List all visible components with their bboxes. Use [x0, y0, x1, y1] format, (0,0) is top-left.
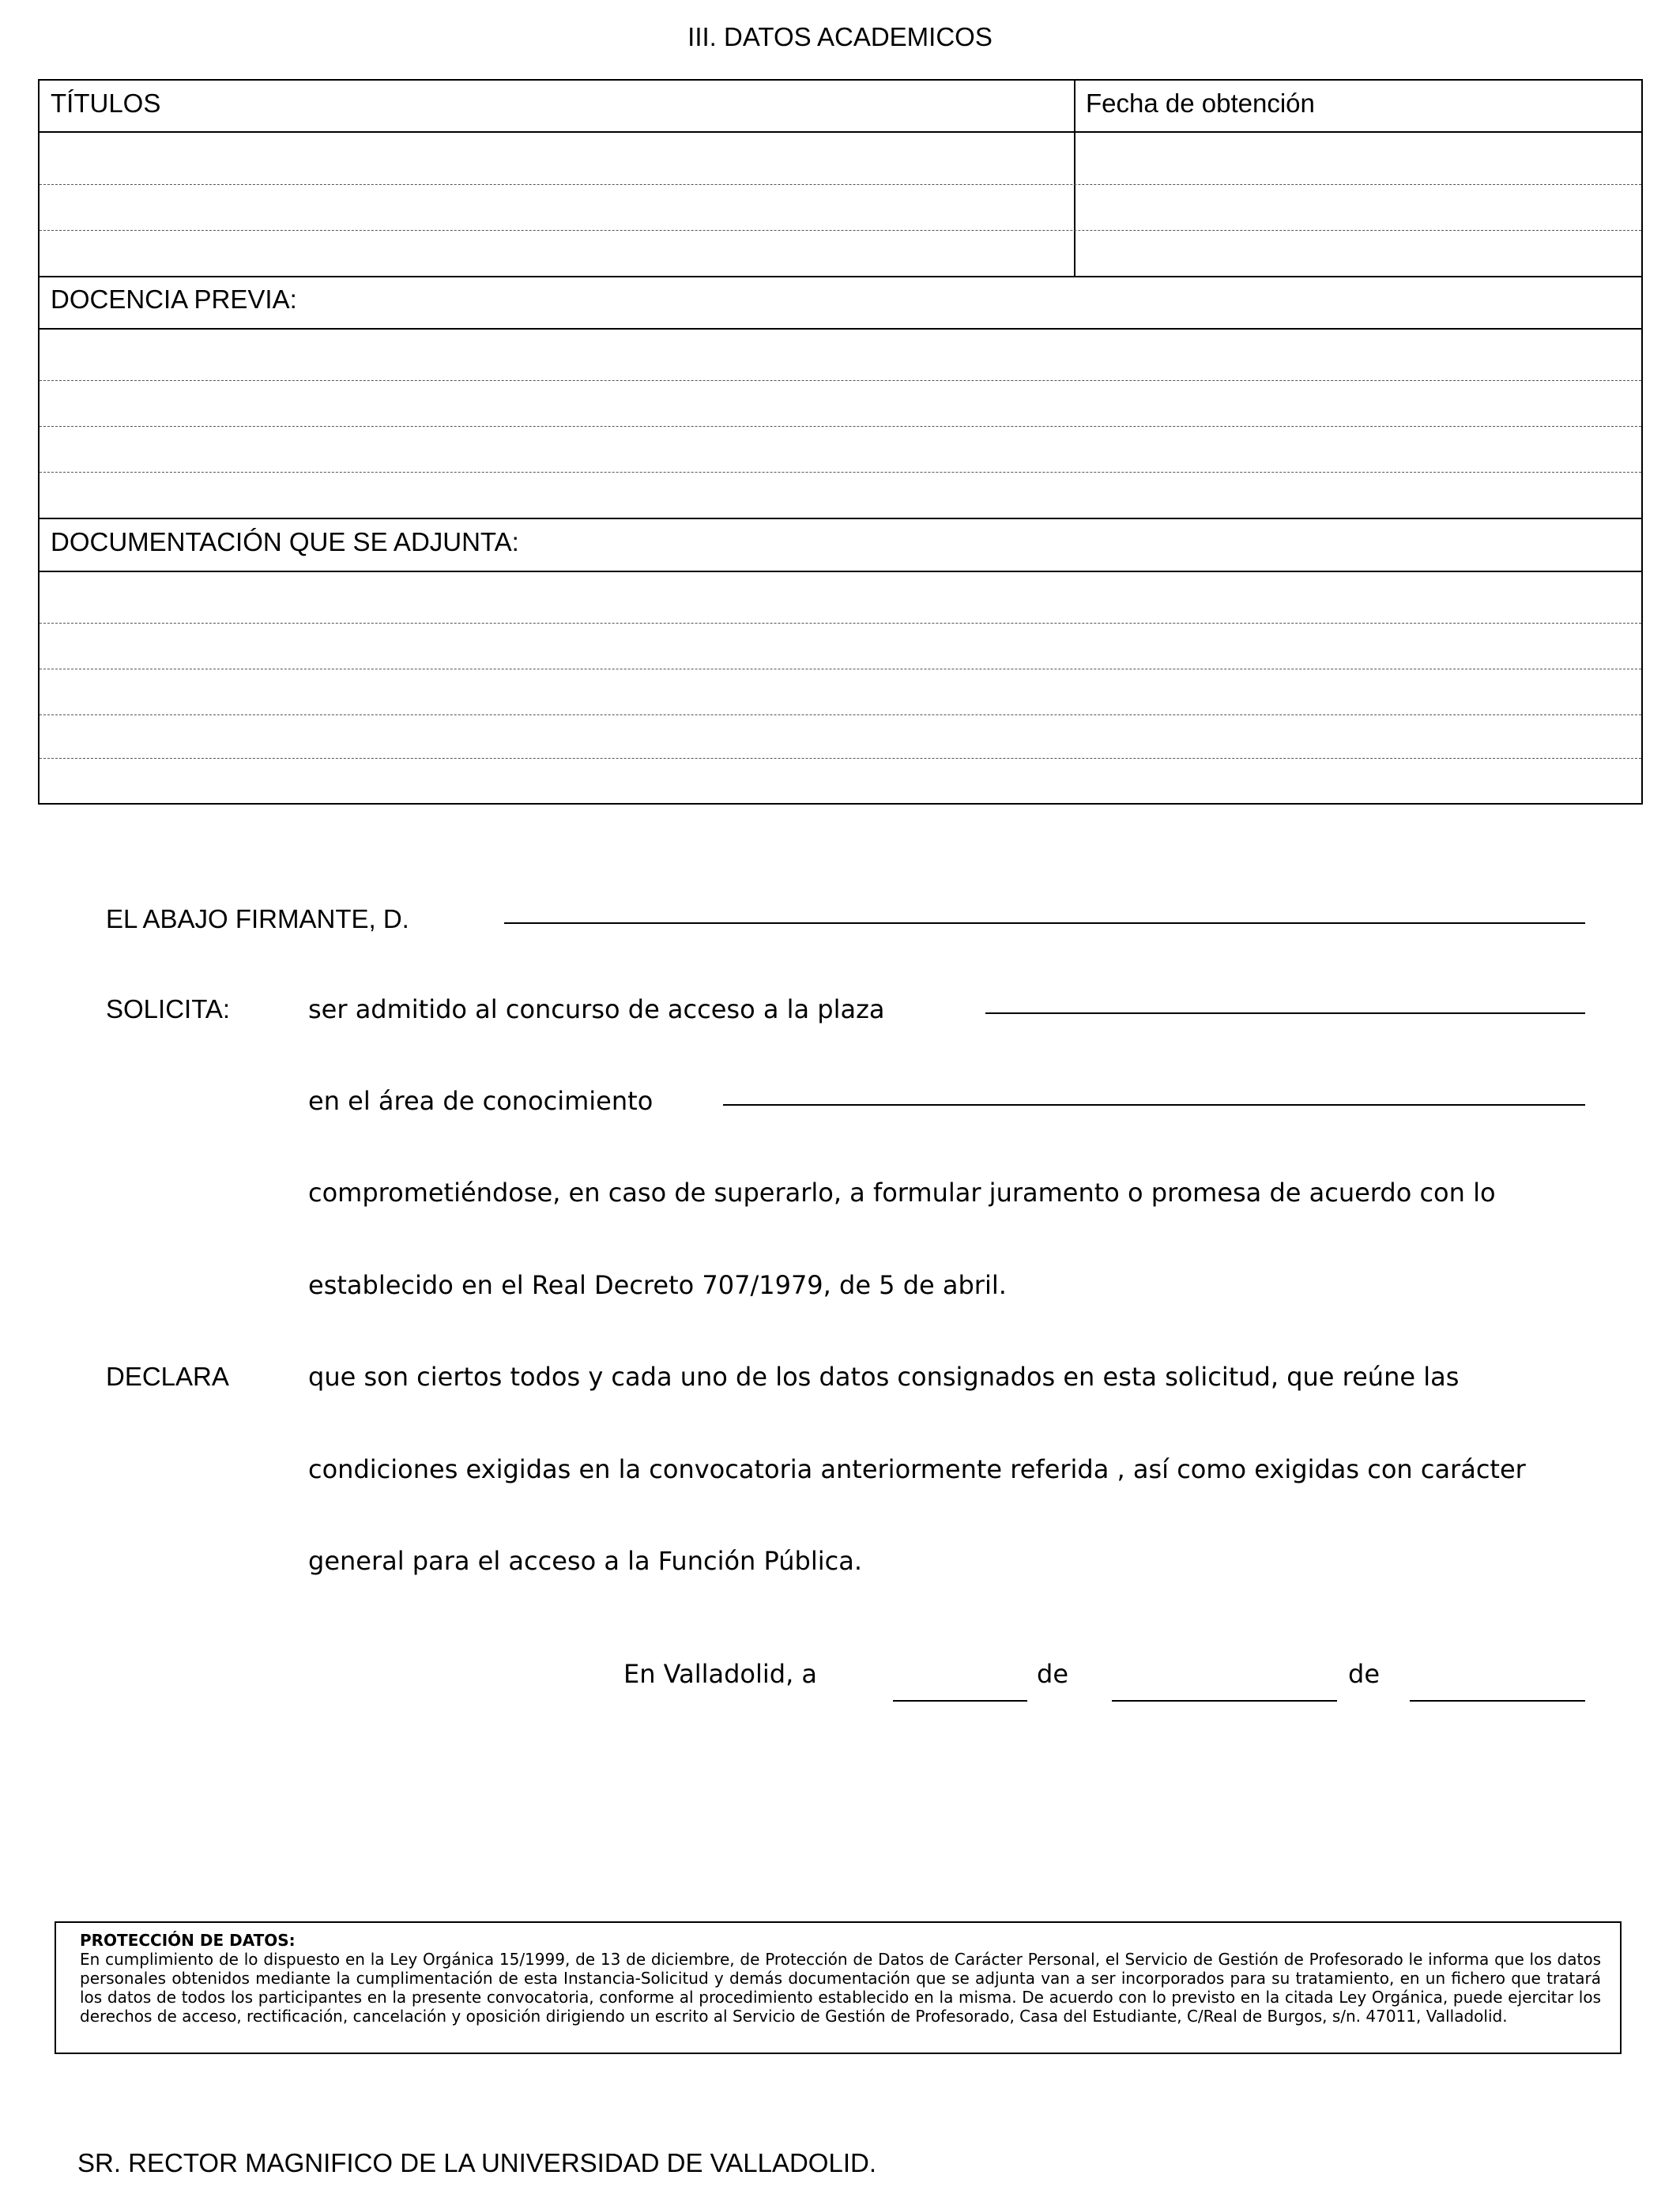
documentacion-input-2[interactable]	[40, 624, 1641, 668]
declara-label: DECLARA	[106, 1362, 229, 1391]
documentacion-input-5[interactable]	[40, 760, 1641, 803]
de-label-2: de	[1348, 1659, 1380, 1689]
plaza-field[interactable]	[985, 1012, 1585, 1014]
declara-text-3: general para el acceso a la Función Pública.	[308, 1546, 862, 1576]
solicita-text-3: comprometiéndose, en caso de superarlo, a formular juramento o promesa de acuerdo con lo	[308, 1178, 1496, 1208]
solicita-text-4: establecido en el Real Decreto 707/1979, de 5 de abril.	[308, 1270, 1007, 1300]
addressee: SR. RECTOR MAGNIFICO DE LA UNIVERSIDAD DE VALLADOLID.	[77, 2148, 876, 2177]
month-field[interactable]	[1112, 1700, 1337, 1702]
area-conocimiento-field[interactable]	[723, 1104, 1585, 1106]
titulo-input-3[interactable]	[40, 232, 1073, 275]
documentacion-label: DOCUMENTACIÓN QUE SE ADJUNTA:	[51, 527, 519, 556]
data-protection-notice	[55, 1921, 1622, 2054]
section-divider	[38, 276, 1643, 277]
row-separator	[40, 184, 1641, 185]
fecha-input-2[interactable]	[1076, 186, 1641, 229]
table-column-divider	[1074, 79, 1075, 277]
section-divider	[38, 518, 1643, 519]
row-separator	[40, 230, 1641, 231]
section-title: III. DATOS ACADEMICOS	[687, 22, 993, 51]
proteccion-text: En cumplimiento de lo dispuesto en la Ley Orgánica 15/1999, de 13 de diciembre, de Protección de Datos de Carácter Personal, el Servicio de Gestión de Profesorado le informa que los datos personales obtenidos mediante la cumplimentación de esta Instancia-Solicitud y demás documentación que se adjunta van a ser incorporados para su tratamiento, en un fichero que tratará los datos de todos los participantes en la presente convocatoria, conforme al procedimiento establecido en la misma. De acuerdo con lo previsto en la citada Ley Orgánica, puede ejercitar los derechos de acceso, rectificación, cancelación y oposición dirigiendo un escrito al Servicio de Gestión de Profesorado, Casa del Estudiante, C/Real de Burgos, s/n. 47011, Valladolid.	[80, 1950, 1601, 2026]
solicita-label: SOLICITA:	[106, 994, 231, 1023]
col-titulos-header: TÍTULOS	[51, 89, 161, 118]
row-separator	[40, 426, 1641, 427]
row-separator	[40, 758, 1641, 759]
docencia-previa-label: DOCENCIA PREVIA:	[51, 285, 297, 314]
row-separator	[40, 623, 1641, 624]
proteccion-title: PROTECCIÓN DE DATOS:	[80, 1931, 296, 1950]
docencia-input-4[interactable]	[40, 473, 1641, 517]
documentacion-input-3[interactable]	[40, 670, 1641, 714]
documentacion-input-4[interactable]	[40, 716, 1641, 757]
row-separator	[40, 380, 1641, 381]
declara-text-1: que son ciertos todos y cada uno de los datos consignados en esta solicitud, que reúne las	[308, 1362, 1460, 1392]
docencia-input-1[interactable]	[40, 330, 1641, 379]
place-date-label: En Valladolid, a	[623, 1659, 818, 1689]
de-label-1: de	[1037, 1659, 1068, 1689]
col-fecha-header: Fecha de obtención	[1086, 89, 1315, 118]
day-field[interactable]	[893, 1700, 1027, 1702]
fecha-input-3[interactable]	[1076, 232, 1641, 275]
fecha-input-1[interactable]	[1076, 133, 1641, 183]
row-separator	[40, 714, 1641, 715]
documentacion-input-1[interactable]	[40, 572, 1641, 622]
firmante-name-field[interactable]	[504, 922, 1585, 924]
declara-text-2: condiciones exigidas en la convocatoria anteriormente referida , así como exigidas con carácter	[308, 1454, 1526, 1484]
year-field[interactable]	[1410, 1700, 1585, 1702]
docencia-input-2[interactable]	[40, 382, 1641, 425]
titulo-input-1[interactable]	[40, 133, 1073, 183]
titulo-input-2[interactable]	[40, 186, 1073, 229]
firmante-label: EL ABAJO FIRMANTE, D.	[106, 904, 409, 933]
solicita-text-1: ser admitido al concurso de acceso a la plaza	[308, 994, 885, 1024]
row-separator	[40, 472, 1641, 473]
solicita-text-2: en el área de conocimiento	[308, 1086, 654, 1116]
docencia-input-3[interactable]	[40, 428, 1641, 471]
